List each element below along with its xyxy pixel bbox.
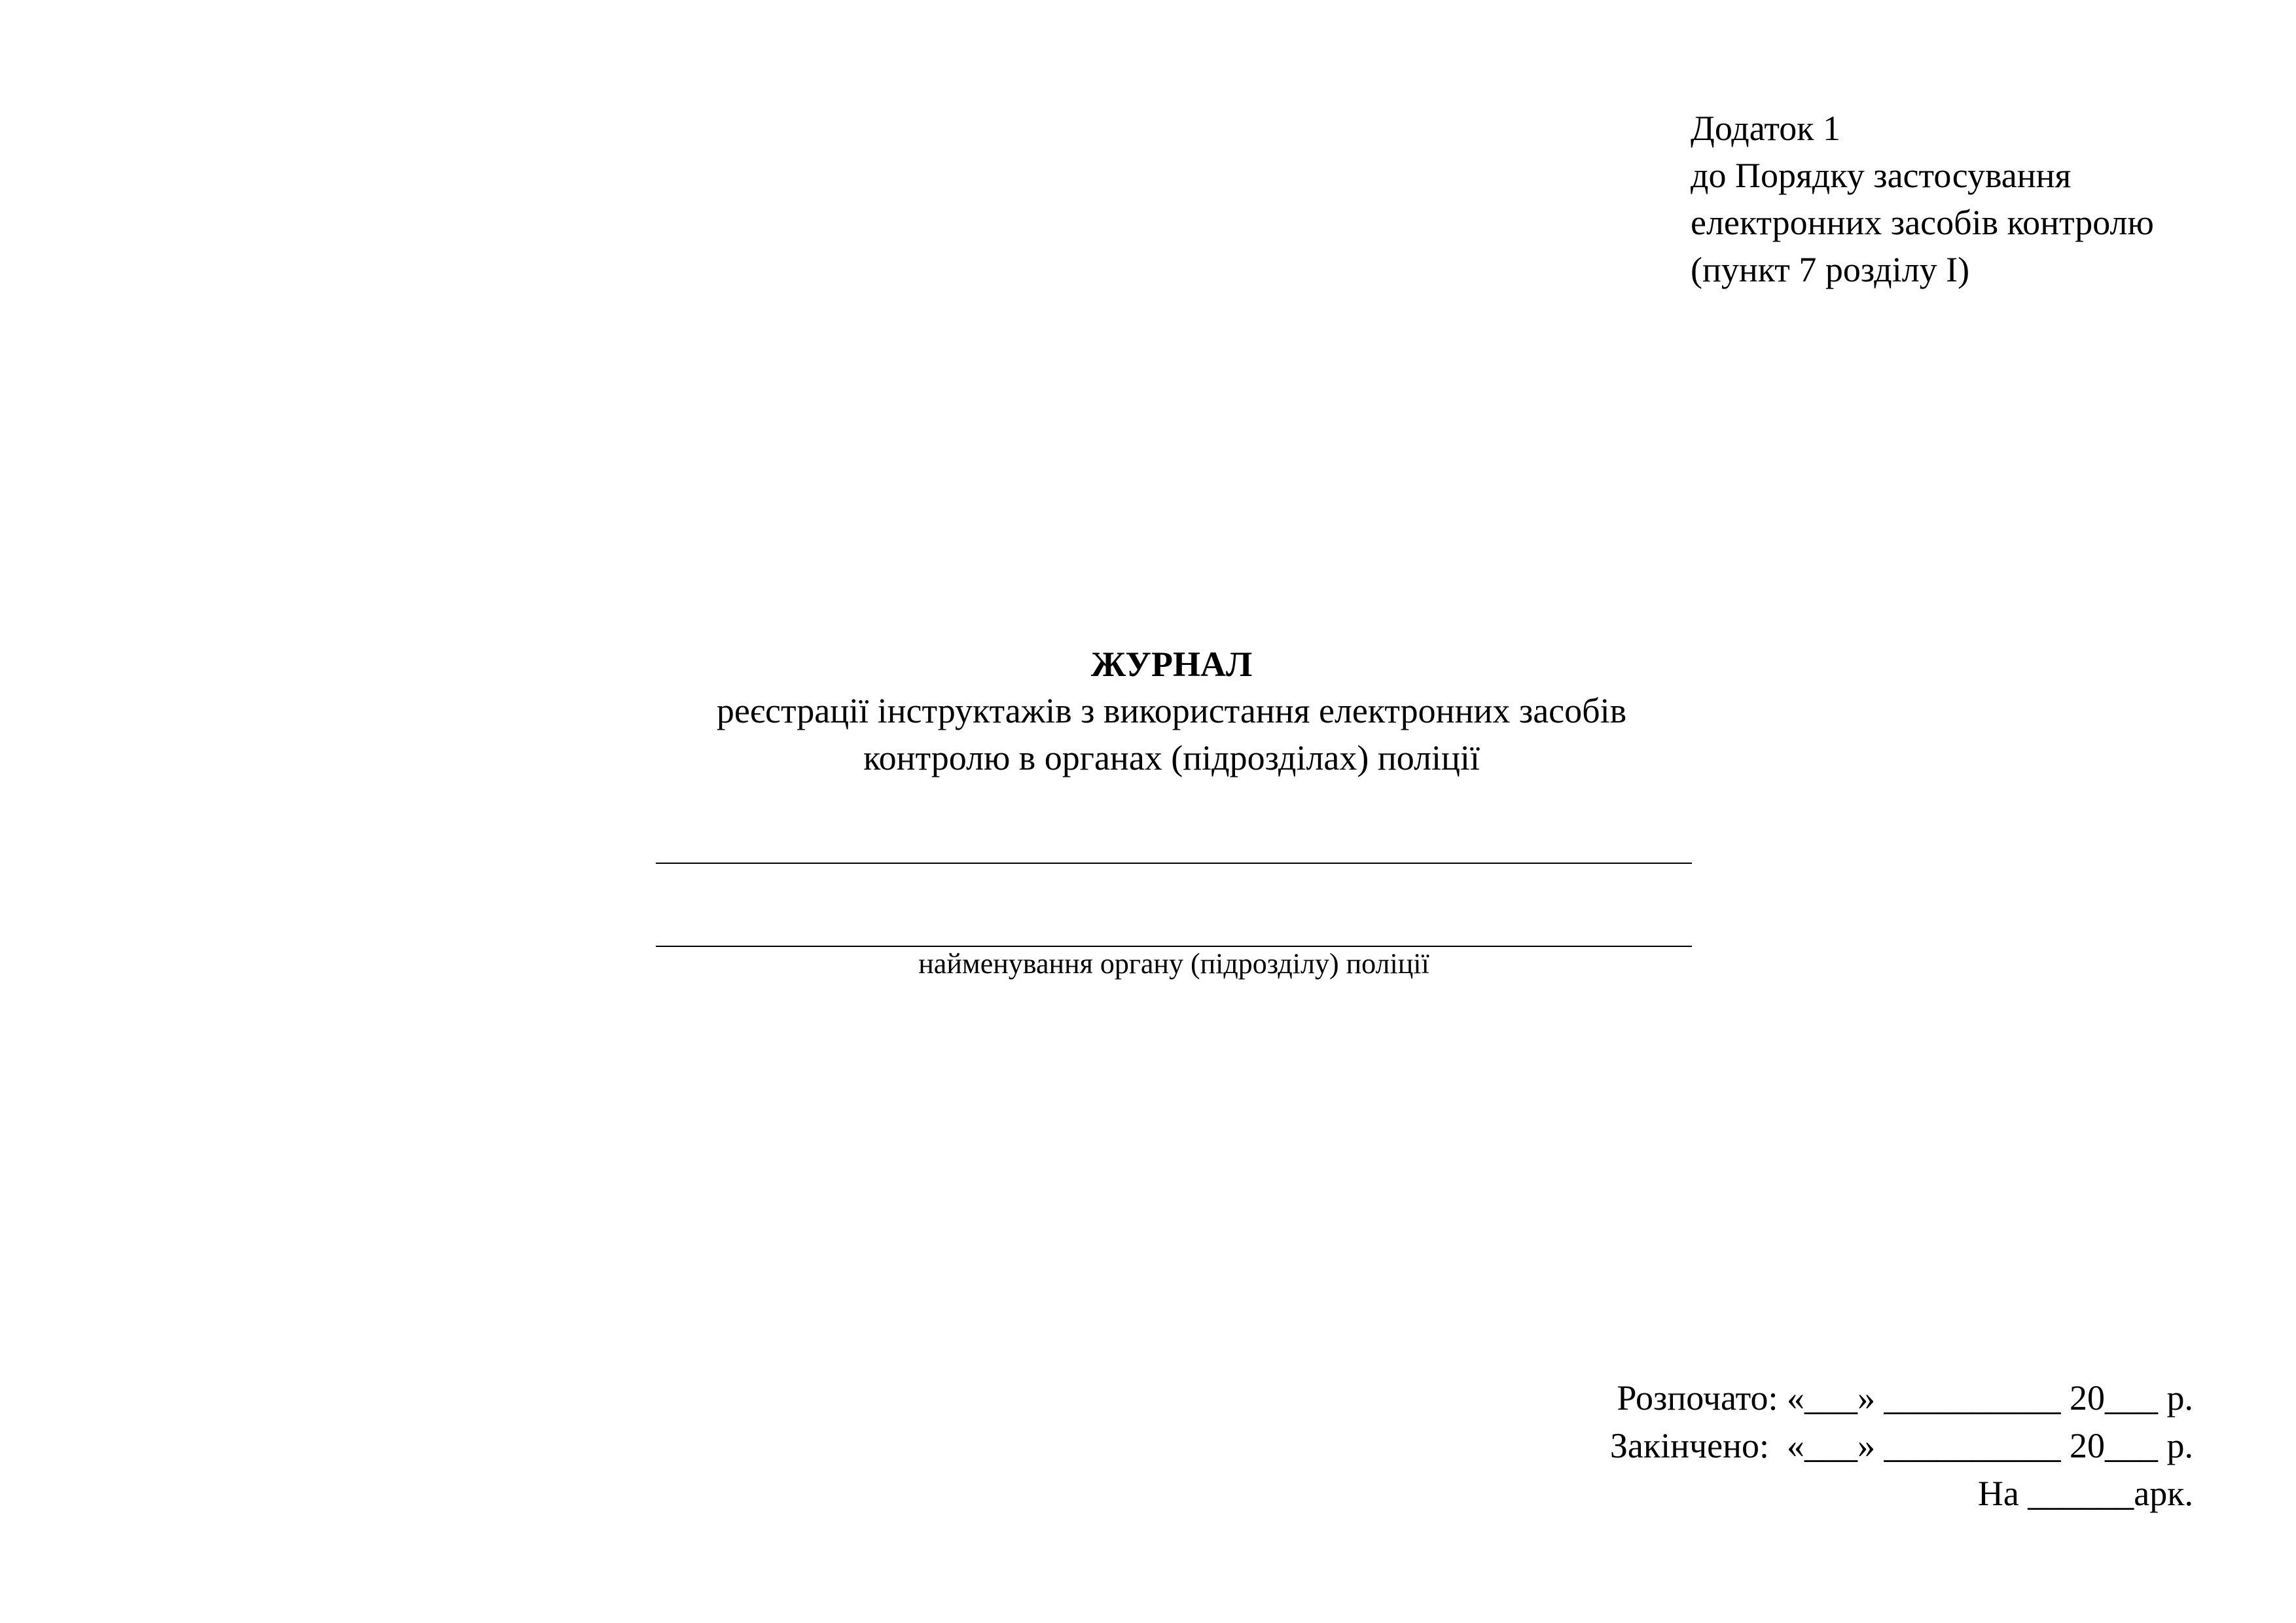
journal-subtitle-line-2: контролю в органах (підрозділах) поліції bbox=[863, 738, 1480, 777]
journal-dates bbox=[1408, 1374, 2193, 1518]
started-date-line: Розпочато: «___» __________ 20___ р. bbox=[1617, 1378, 2193, 1418]
journal-heading bbox=[524, 641, 1820, 781]
organ-name-caption: найменування органу (підрозділу) поліції bbox=[918, 948, 1429, 980]
journal-title: ЖУРНАЛ bbox=[1090, 645, 1253, 684]
appendix-line-3: електронних засобів контролю bbox=[1691, 203, 2154, 242]
appendix-note bbox=[1691, 105, 2214, 293]
journal-subtitle-line-1: реєстрації інструктажів з використання електронних засобів bbox=[716, 691, 1627, 730]
sheets-count-line: На ______арк. bbox=[1977, 1474, 2193, 1513]
appendix-line-1: Додаток 1 bbox=[1691, 109, 1840, 148]
appendix-line-2: до Порядку застосування bbox=[1691, 156, 2072, 195]
organ-name-blank-line-1 bbox=[656, 863, 1692, 864]
appendix-line-4: (пункт 7 розділу I) bbox=[1691, 250, 1970, 289]
finished-date-line: Закінчено: «___» __________ 20___ р. bbox=[1609, 1426, 2193, 1465]
